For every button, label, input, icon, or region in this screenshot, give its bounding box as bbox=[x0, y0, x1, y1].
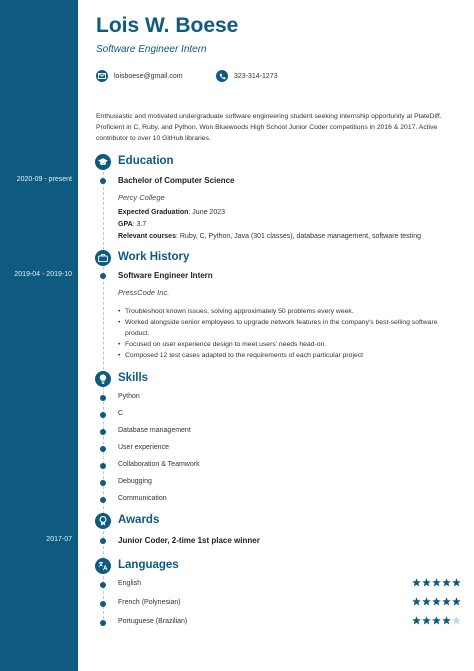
award-marker bbox=[100, 538, 106, 544]
email-text[interactable]: loisboese@gmail.com bbox=[114, 72, 183, 80]
language-marker bbox=[100, 620, 106, 626]
award-item: Junior Coder, 2-time 1st place winner bbox=[118, 536, 260, 545]
work-dates: 2019-04 - 2019-10 bbox=[14, 271, 72, 278]
star-icon bbox=[432, 616, 441, 625]
school-name: Percy College bbox=[118, 193, 165, 202]
list-item: • Composed 12 test cases adapted to the requirements of each particular project bbox=[118, 350, 462, 361]
skills-title: Skills bbox=[118, 372, 149, 384]
briefcase-icon bbox=[95, 250, 111, 266]
language-icon bbox=[95, 558, 111, 574]
language-name: English bbox=[118, 580, 141, 587]
degree: Bachelor of Computer Science bbox=[118, 176, 235, 185]
work-marker bbox=[100, 273, 106, 279]
star-icon bbox=[412, 616, 421, 625]
award-icon bbox=[95, 513, 111, 529]
skill-item: User experience bbox=[118, 444, 169, 451]
skill-item: Python bbox=[118, 393, 140, 400]
skill-item: Communication bbox=[118, 495, 167, 502]
star-icon bbox=[422, 578, 431, 587]
star-icon bbox=[432, 597, 441, 606]
language-name: Portuguese (Brazilian) bbox=[118, 618, 188, 625]
skill-marker bbox=[100, 412, 106, 418]
email-contact[interactable] bbox=[96, 70, 183, 82]
star-icon bbox=[442, 616, 451, 625]
list-item: • Troubleshoot known issues, solving approximately 50 problems every week. bbox=[118, 306, 462, 317]
skills-icon bbox=[95, 371, 111, 387]
language-name: French (Polynesian) bbox=[118, 599, 181, 606]
skill-item: Database management bbox=[118, 427, 191, 434]
email-icon bbox=[96, 70, 108, 82]
list-item: • Worked alongside senior employees to upgrade network features in the company's best-selling software product. bbox=[118, 317, 462, 339]
skill-marker bbox=[100, 463, 106, 469]
education-icon bbox=[95, 154, 111, 170]
skill-marker bbox=[100, 446, 106, 452]
star-icon bbox=[412, 578, 421, 587]
gpa-line: GPA: 3.7 bbox=[118, 221, 147, 228]
candidate-role: Software Engineer Intern bbox=[96, 44, 207, 55]
star-icon bbox=[442, 578, 451, 587]
list-item: • Focused on user experience design to meet users' needs head-on. bbox=[118, 339, 462, 350]
language-marker bbox=[100, 582, 106, 588]
left-sidebar bbox=[0, 0, 78, 671]
education-dates: 2020-09 - present bbox=[16, 176, 72, 183]
star-icon bbox=[422, 616, 431, 625]
skill-marker bbox=[100, 497, 106, 503]
skill-marker bbox=[100, 395, 106, 401]
award-date: 2017-07 bbox=[46, 536, 72, 543]
job-title: Software Engineer Intern bbox=[118, 271, 213, 280]
skill-item: C bbox=[118, 410, 124, 417]
skill-marker bbox=[100, 429, 106, 435]
work-bullets bbox=[118, 306, 462, 361]
candidate-name: Lois W. Boese bbox=[96, 14, 239, 37]
languages-title: Languages bbox=[118, 559, 179, 571]
awards-title: Awards bbox=[118, 514, 160, 526]
skill-item: Collaboration & Teamwork bbox=[118, 461, 200, 468]
phone-contact[interactable] bbox=[216, 70, 278, 82]
graduation-line: Expected Graduation: June 2023 bbox=[118, 209, 225, 216]
language-rating bbox=[412, 616, 461, 625]
skill-item: Debugging bbox=[118, 478, 152, 485]
star-icon bbox=[432, 578, 441, 587]
star-icon bbox=[412, 597, 421, 606]
profile-summary: Enthusiastic and motivated undergraduate software engineering student seeking internship opportunity at PlateDiff. Proficient in C, Ruby, and Python. Won Bluewoods High School Junior Coder competitions in 2016 & 2017. Active contributor to over 10 GitHub libraries. bbox=[96, 113, 442, 142]
star-icon bbox=[452, 578, 461, 587]
company-name: PressCode Inc. bbox=[118, 288, 170, 297]
phone-text[interactable]: 323-314-1273 bbox=[234, 72, 278, 80]
education-title: Education bbox=[118, 155, 174, 167]
phone-icon bbox=[216, 70, 228, 82]
star-icon bbox=[452, 597, 461, 606]
education-marker bbox=[100, 178, 106, 184]
courses-line: Relevant courses: Ruby, C, Python, Java (301 classes), database management, software testing bbox=[118, 233, 421, 240]
star-icon bbox=[442, 597, 451, 606]
language-rating bbox=[412, 578, 461, 587]
work-title: Work History bbox=[118, 251, 190, 263]
language-marker bbox=[100, 601, 106, 607]
skill-marker bbox=[100, 480, 106, 486]
star-icon bbox=[452, 616, 461, 625]
language-rating bbox=[412, 597, 461, 606]
star-icon bbox=[422, 597, 431, 606]
